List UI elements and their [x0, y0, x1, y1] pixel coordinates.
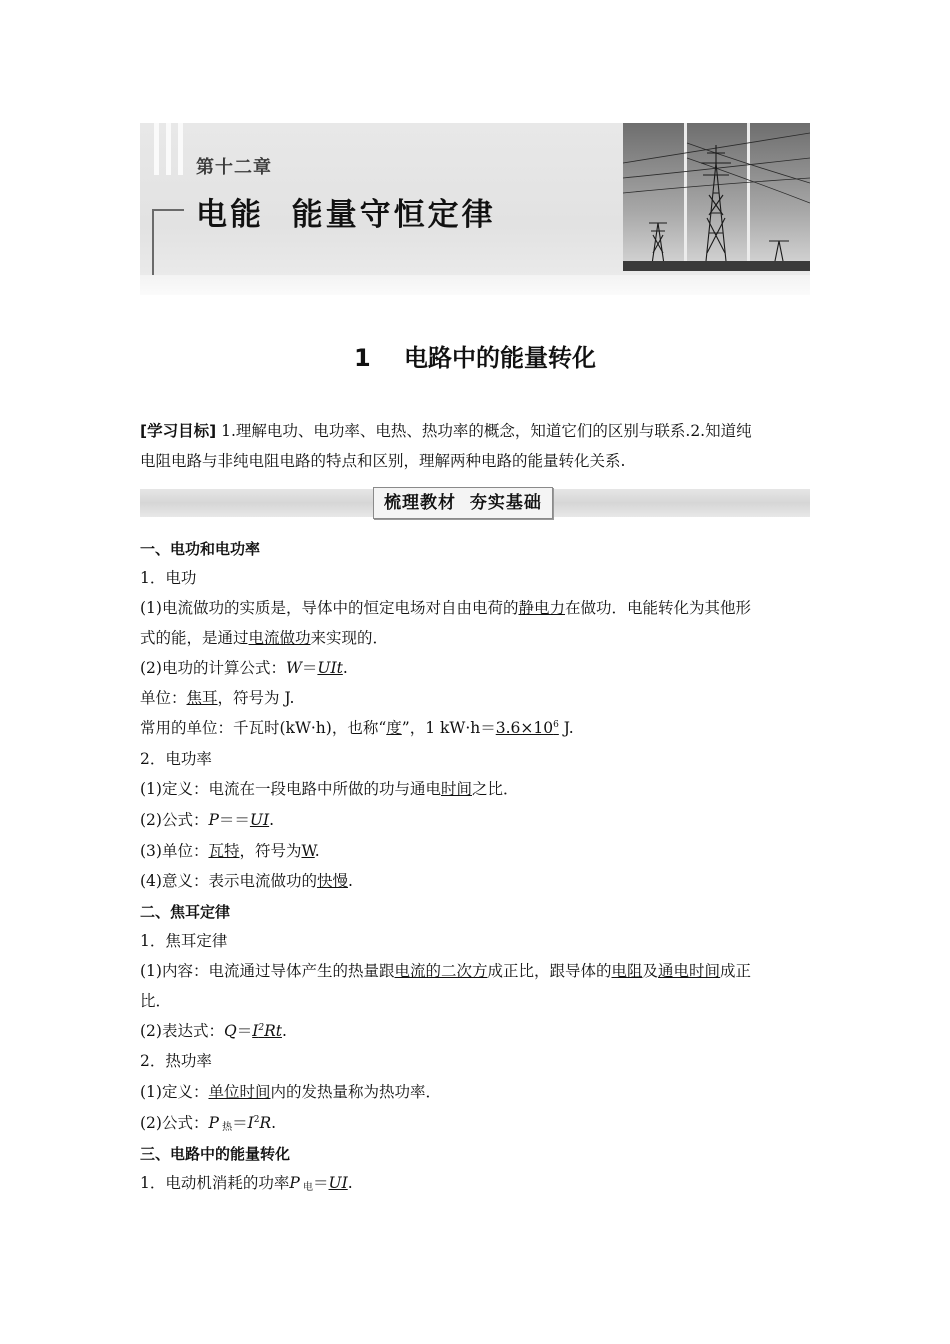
text: . — [347, 1174, 353, 1192]
answer-blank: 静电力 — [518, 599, 565, 617]
answer-blank: 时间 — [440, 780, 472, 798]
text: (2)电功的计算公式： — [140, 659, 286, 677]
text: 内的发热量称为热功率． — [270, 1083, 441, 1101]
answer-blank: UIt — [317, 659, 343, 677]
answer-blank: UI — [249, 811, 270, 829]
text: (2)公式： — [140, 811, 209, 829]
text: ”，1 kW·h＝ — [401, 719, 496, 737]
goals-line1: 1.理解电功、电功率、电热、热功率的概念，知道它们的区别与联系.2.知道纯 — [216, 422, 752, 440]
text: ＝＝ — [218, 811, 250, 829]
chapter-title: 电能 能量守恒定律 — [196, 197, 496, 233]
heading-3: 三、电路中的能量转化 — [140, 1145, 291, 1163]
text: J. — [558, 719, 574, 737]
text: 成正比，跟导体的 — [487, 962, 612, 980]
formula-line — [140, 653, 348, 683]
formula-line — [140, 1108, 276, 1143]
symbol: P — [289, 1174, 300, 1192]
section-bar-label: 梳理教材 夯实基础 — [373, 487, 553, 519]
answer-blank: 瓦特 — [208, 842, 240, 860]
text: 式的能，是通过 — [140, 629, 249, 647]
answer-blank — [252, 1022, 282, 1040]
answer-blank: 电流做功 — [248, 629, 311, 647]
symbol: Rt — [264, 1022, 282, 1040]
text: . — [314, 842, 320, 860]
subheading-1: 1．电功 — [140, 569, 197, 587]
banner-stripe — [178, 123, 183, 175]
text: (4)意义：表示电流做功的 — [140, 872, 317, 890]
text: (1)定义：电流在一段电路中所做的功与通电 — [140, 780, 441, 798]
text: ＝ — [301, 659, 318, 677]
subscript: 热 — [218, 1122, 233, 1133]
text: (1)内容：电流通过导体产生的热量跟 — [140, 962, 395, 980]
answer-blank: 电流的二次方 — [394, 962, 488, 980]
text: (2)表达式： — [140, 1022, 224, 1040]
text: 之比． — [471, 780, 519, 798]
formula-line — [140, 805, 274, 835]
text: . — [342, 659, 348, 677]
answer-blank: 快慢 — [316, 872, 348, 890]
exponent: 6 — [553, 719, 559, 730]
text: 来实现的． — [310, 629, 389, 647]
text: (1)电流做功的实质是，导体中的恒定电场对自由电荷的 — [140, 599, 519, 617]
symbol: P — [208, 1114, 219, 1132]
text: ＝ — [236, 1022, 253, 1040]
goals-line2: 电阻电路与非纯电阻电路的特点和区别，理解两种电路的能量转化关系. — [140, 452, 626, 470]
answer-blank — [496, 719, 559, 737]
text: (3)单位： — [140, 842, 209, 860]
text: 1．电动机消耗的功率 — [140, 1174, 290, 1192]
symbol: I — [252, 1022, 259, 1040]
goals-label: [学习目标] — [140, 422, 217, 440]
unit-line — [140, 836, 320, 866]
unit-line — [140, 683, 294, 713]
text: 单位： — [140, 689, 187, 707]
exponent: 2 — [258, 1022, 265, 1033]
paragraph-end: 比． — [140, 992, 172, 1010]
banner-stripe — [166, 123, 171, 175]
text: 及 — [642, 962, 659, 980]
formula-line — [140, 1016, 287, 1046]
text: . — [347, 872, 353, 890]
answer-blank: 电阻 — [611, 962, 643, 980]
section-bar — [140, 489, 810, 517]
answer-blank: UI — [328, 1174, 348, 1192]
subscript: 电 — [299, 1182, 313, 1193]
answer-blank: 焦耳 — [186, 689, 218, 707]
exponent: 2 — [253, 1114, 260, 1125]
unit-line — [140, 713, 574, 743]
subheading-4: 2．热功率 — [140, 1052, 212, 1070]
text: ，符号为 — [239, 842, 302, 860]
text: 3.6×10 — [495, 719, 554, 737]
answer-blank: 单位时间 — [208, 1083, 271, 1101]
learning-goals — [140, 416, 812, 446]
heading-2: 二、焦耳定律 — [140, 903, 231, 921]
section-title: 1 电路中的能量转化 — [353, 344, 597, 372]
chapter-banner — [140, 123, 810, 295]
text: (1)定义： — [140, 1083, 209, 1101]
paragraph — [140, 956, 751, 986]
symbol: Q — [223, 1022, 237, 1040]
meaning-line — [140, 866, 353, 896]
symbol: P — [208, 811, 219, 829]
banner-bracket — [152, 209, 184, 277]
symbol: R — [259, 1114, 272, 1132]
text: ，符号为 J. — [217, 689, 295, 707]
banner-stripe — [154, 123, 159, 175]
symbol: I — [247, 1114, 254, 1132]
heading-1: 一、电功和电功率 — [140, 540, 261, 558]
paragraph — [140, 623, 388, 653]
formula-line — [140, 1168, 353, 1203]
text: (2)公式： — [140, 1114, 209, 1132]
banner-footer — [140, 275, 810, 295]
symbol: W — [285, 659, 302, 677]
text: . — [269, 811, 275, 829]
text: ＝ — [313, 1174, 329, 1192]
text: ＝ — [232, 1114, 248, 1132]
answer-blank: 度 — [386, 719, 402, 737]
chapter-number: 第十二章 — [196, 157, 272, 178]
text: . — [271, 1114, 277, 1132]
definition-line — [140, 1077, 441, 1107]
answer-blank: 通电时间 — [658, 962, 721, 980]
text: 成正 — [720, 962, 752, 980]
text: . — [281, 1022, 287, 1040]
subheading-3: 1．焦耳定律 — [140, 932, 228, 950]
text: 常用的单位：千瓦时(kW·h)，也称“ — [140, 719, 387, 737]
paragraph — [140, 593, 751, 623]
subheading-2: 2．电功率 — [140, 750, 212, 768]
text: 在做功．电能转化为其他形 — [564, 599, 751, 617]
power-tower-photo — [623, 123, 810, 271]
definition-line — [140, 774, 519, 804]
answer-blank: W — [301, 842, 315, 860]
